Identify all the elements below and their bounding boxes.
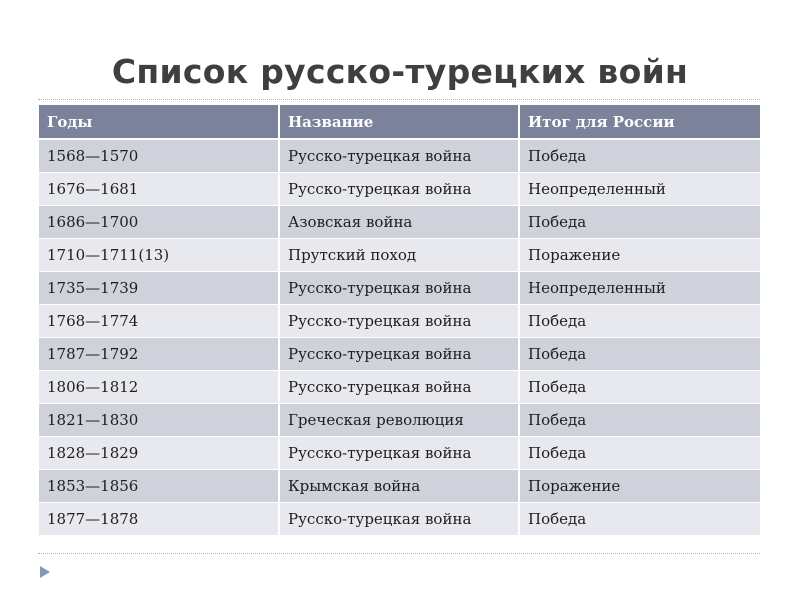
cell-name: Крымская война: [279, 470, 519, 503]
triangle-bullet-icon: [40, 566, 50, 578]
bottom-divider: [38, 553, 760, 554]
cell-years: 1877—1878: [39, 503, 279, 536]
table-row: [39, 206, 760, 239]
table-row: [39, 173, 760, 206]
table-header-row: [39, 105, 760, 139]
cell-name: Азовская война: [279, 206, 519, 239]
table-row: [39, 239, 760, 272]
cell-name: Русско-турецкая война: [279, 437, 519, 470]
cell-result: Победа: [519, 206, 760, 239]
table-row: [39, 437, 760, 470]
cell-result: Неопределенный: [519, 173, 760, 206]
table-row: [39, 139, 760, 173]
column-header-result: Итог для России: [519, 105, 760, 139]
cell-name: Русско-турецкая война: [279, 305, 519, 338]
cell-years: 1806—1812: [39, 371, 279, 404]
cell-result: Победа: [519, 404, 760, 437]
cell-name: Русско-турецкая война: [279, 139, 519, 173]
cell-result: Победа: [519, 437, 760, 470]
cell-years: 1768—1774: [39, 305, 279, 338]
cell-result: Победа: [519, 139, 760, 173]
top-divider: [38, 99, 760, 100]
cell-result: Победа: [519, 338, 760, 371]
cell-years: 1821—1830: [39, 404, 279, 437]
cell-result: Поражение: [519, 470, 760, 503]
table-row: [39, 272, 760, 305]
cell-years: 1568—1570: [39, 139, 279, 173]
cell-name: Русско-турецкая война: [279, 503, 519, 536]
cell-years: 1787—1792: [39, 338, 279, 371]
cell-years: 1710—1711(13): [39, 239, 279, 272]
cell-years: 1735—1739: [39, 272, 279, 305]
cell-result: Победа: [519, 503, 760, 536]
cell-years: 1828—1829: [39, 437, 279, 470]
cell-name: Русско-турецкая война: [279, 371, 519, 404]
cell-years: 1676—1681: [39, 173, 279, 206]
table-row: [39, 470, 760, 503]
table-row: [39, 338, 760, 371]
table-row: [39, 404, 760, 437]
cell-result: Поражение: [519, 239, 760, 272]
page-title: Список русско-турецких войн: [111, 52, 689, 91]
table-row: [39, 305, 760, 338]
table-row: [39, 503, 760, 536]
cell-result: Победа: [519, 305, 760, 338]
cell-result: Неопределенный: [519, 272, 760, 305]
cell-result: Победа: [519, 371, 760, 404]
cell-name: Русско-турецкая война: [279, 173, 519, 206]
column-header-name: Название: [279, 105, 519, 139]
wars-table: [39, 105, 760, 536]
table-row: [39, 371, 760, 404]
cell-name: Русско-турецкая война: [279, 338, 519, 371]
cell-years: 1853—1856: [39, 470, 279, 503]
cell-years: 1686—1700: [39, 206, 279, 239]
cell-name: Русско-турецкая война: [279, 272, 519, 305]
cell-name: Прутский поход: [279, 239, 519, 272]
cell-name: Греческая революция: [279, 404, 519, 437]
column-header-years: Годы: [39, 105, 279, 139]
